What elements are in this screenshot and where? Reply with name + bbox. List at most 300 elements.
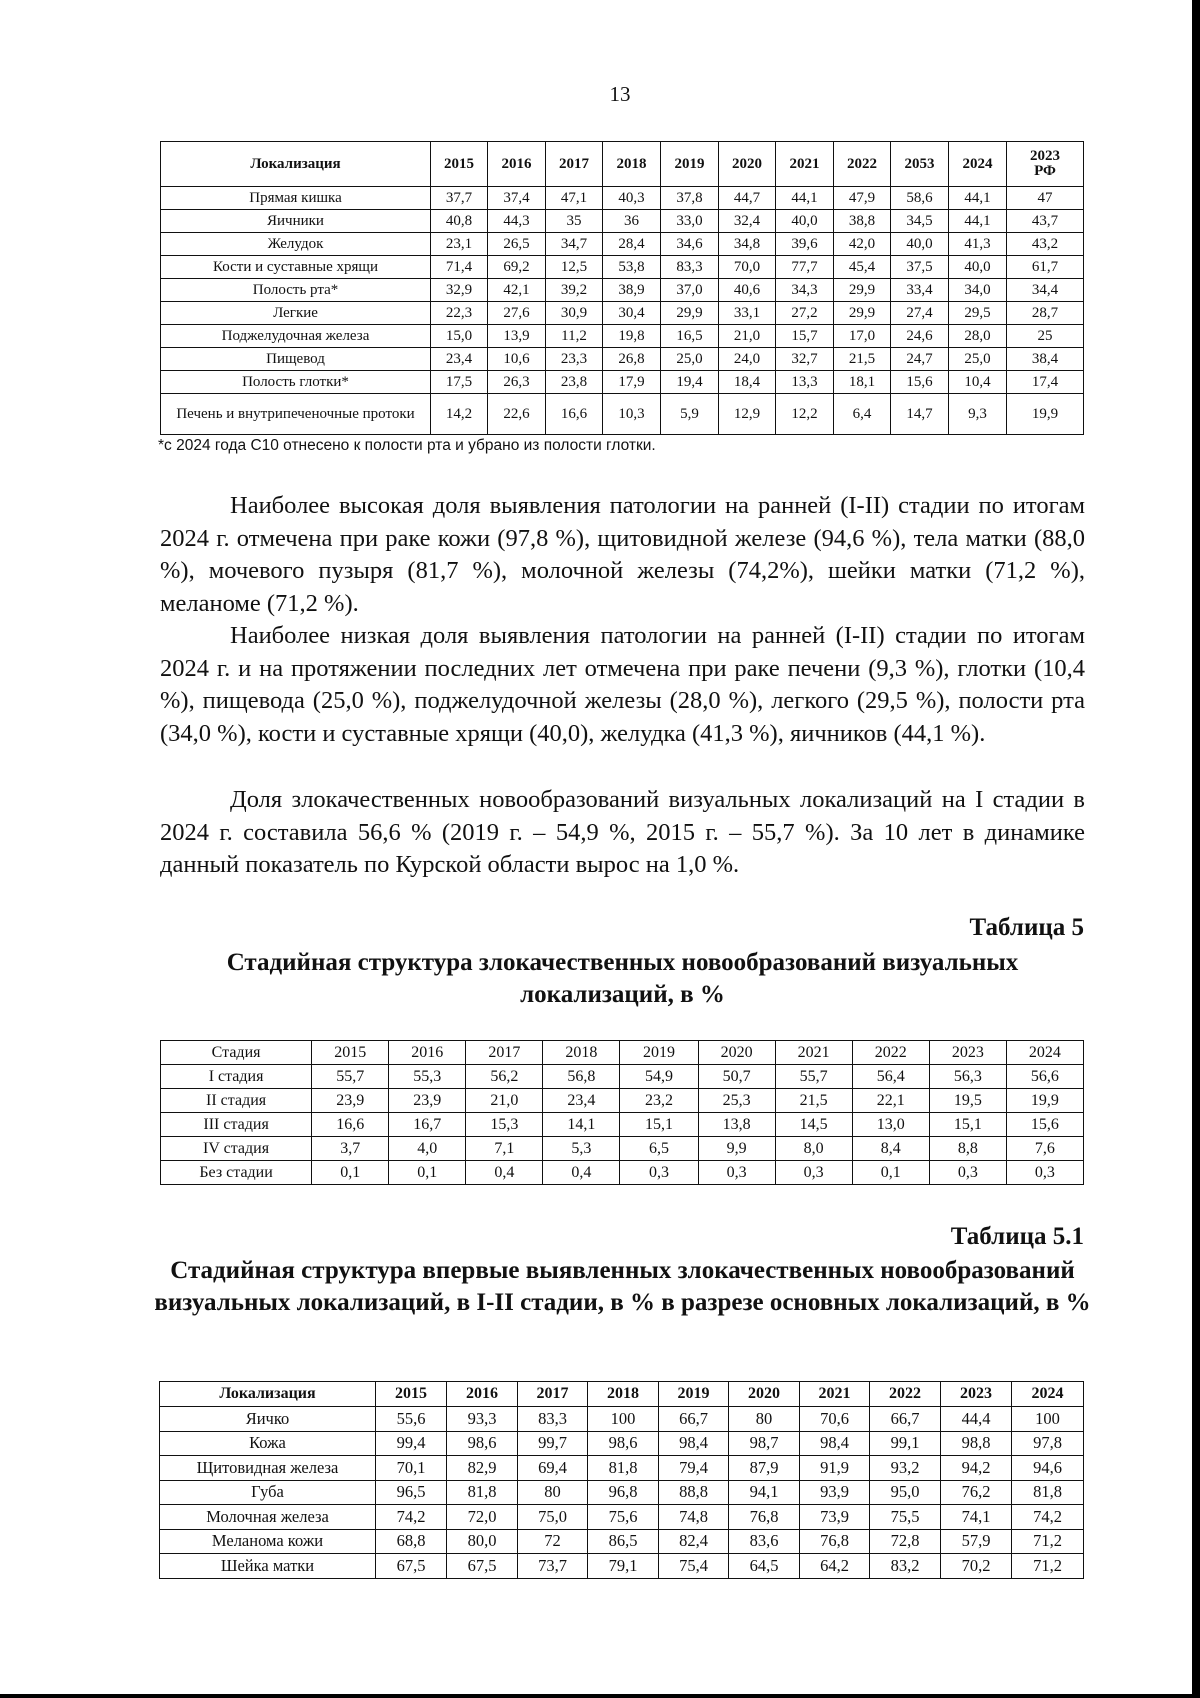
value-cell: 9,3 (949, 394, 1007, 435)
value-cell: 82,4 (659, 1529, 729, 1554)
value-cell: 47,1 (546, 187, 603, 210)
header-cell-year: 2017 (546, 142, 603, 187)
header-cell-year: 2019 (620, 1041, 698, 1065)
value-cell: 55,7 (312, 1065, 389, 1089)
row-label-cell: Молочная железа (160, 1505, 376, 1530)
value-cell: 40,6 (719, 279, 776, 302)
header-cell-year: 2022 (852, 1041, 929, 1065)
value-cell: 40,0 (949, 256, 1007, 279)
table-label: Таблица 5 (969, 914, 1084, 941)
value-cell: 57,9 (941, 1529, 1012, 1554)
value-cell: 23,9 (389, 1089, 466, 1113)
value-cell: 53,8 (603, 256, 661, 279)
row-label-cell: I стадия (161, 1065, 312, 1089)
value-cell: 15,3 (466, 1113, 543, 1137)
value-cell: 38,9 (603, 279, 661, 302)
value-cell: 14,1 (543, 1113, 620, 1137)
value-cell: 32,4 (719, 210, 776, 233)
value-cell: 8,0 (775, 1137, 852, 1161)
value-cell: 34,0 (949, 279, 1007, 302)
value-cell: 19,4 (661, 371, 719, 394)
row-label-cell: Кожа (160, 1431, 376, 1456)
value-cell: 34,6 (661, 233, 719, 256)
value-cell: 55,7 (775, 1065, 852, 1089)
table-header-row (161, 1041, 1084, 1065)
value-cell: 21,0 (466, 1089, 543, 1113)
value-cell: 24,7 (891, 348, 949, 371)
value-cell: 81,8 (447, 1480, 518, 1505)
value-cell: 22,6 (488, 394, 546, 435)
value-cell: 25,0 (661, 348, 719, 371)
header-cell-year: 2015 (312, 1041, 389, 1065)
value-cell: 83,6 (729, 1529, 800, 1554)
value-cell: 3,7 (312, 1137, 389, 1161)
value-cell: 69,4 (518, 1456, 588, 1481)
value-cell: 44,4 (941, 1407, 1012, 1432)
value-cell: 32,9 (431, 279, 488, 302)
header-cell-year: 2020 (698, 1041, 775, 1065)
value-cell: 45,4 (834, 256, 891, 279)
value-cell: 47,9 (834, 187, 891, 210)
value-cell: 23,2 (620, 1089, 698, 1113)
value-cell: 82,9 (447, 1456, 518, 1481)
value-cell: 74,1 (941, 1505, 1012, 1530)
row-label-cell: Полость глотки* (161, 371, 431, 394)
value-cell: 25,0 (949, 348, 1007, 371)
value-cell: 40,0 (776, 210, 834, 233)
value-cell: 56,8 (543, 1065, 620, 1089)
value-cell: 8,4 (852, 1137, 929, 1161)
value-cell: 33,1 (719, 302, 776, 325)
value-cell: 76,2 (941, 1480, 1012, 1505)
value-cell: 19,5 (929, 1089, 1006, 1113)
table-row (161, 1113, 1084, 1137)
value-cell: 26,3 (488, 371, 546, 394)
value-cell: 33,0 (661, 210, 719, 233)
value-cell: 74,8 (659, 1505, 729, 1530)
value-cell: 12,9 (719, 394, 776, 435)
row-label-cell: Шейка матки (160, 1554, 376, 1579)
value-cell: 0,3 (929, 1161, 1006, 1185)
row-label-cell: Яичко (160, 1407, 376, 1432)
value-cell: 56,6 (1006, 1065, 1083, 1089)
value-cell: 34,7 (546, 233, 603, 256)
value-cell: 75,5 (870, 1505, 941, 1530)
value-cell: 40,3 (603, 187, 661, 210)
value-cell: 37,5 (891, 256, 949, 279)
value-cell: 21,5 (834, 348, 891, 371)
value-cell: 0,1 (852, 1161, 929, 1185)
value-cell: 70,2 (941, 1554, 1012, 1579)
header-cell-year: 2022 (870, 1382, 941, 1407)
value-cell: 7,6 (1006, 1137, 1083, 1161)
row-label-cell: Яичники (161, 210, 431, 233)
value-cell: 27,4 (891, 302, 949, 325)
value-cell: 61,7 (1007, 256, 1084, 279)
row-label-cell: Губа (160, 1480, 376, 1505)
value-cell: 10,6 (488, 348, 546, 371)
value-cell: 33,4 (891, 279, 949, 302)
value-cell: 0,3 (698, 1161, 775, 1185)
value-cell: 98,8 (941, 1431, 1012, 1456)
value-cell: 10,4 (949, 371, 1007, 394)
value-cell: 22,3 (431, 302, 488, 325)
header-cell-year: 2023 (929, 1041, 1006, 1065)
table-row (161, 371, 1084, 394)
value-cell: 23,4 (543, 1089, 620, 1113)
value-cell: 17,0 (834, 325, 891, 348)
table-row (161, 348, 1084, 371)
table-row (160, 1554, 1084, 1579)
value-cell: 18,1 (834, 371, 891, 394)
table-header-row (161, 142, 1084, 187)
header-cell-year: 2023 (941, 1382, 1012, 1407)
value-cell: 34,8 (719, 233, 776, 256)
value-cell: 15,6 (1006, 1113, 1083, 1137)
row-label-cell: Легкие (161, 302, 431, 325)
row-label-cell: IV стадия (161, 1137, 312, 1161)
paragraph: Наиболее низкая доля выявления патологии на ранней (I-II) стадии по итогам 2024 г. и на протяжении последних лет отмечена при раке печени (9,3 %), глотки (10,4 %), пищевода (25,0 %), поджелудочной железы (28,0 %), легкого (29,5 %), полости рта (34,0 %), кости и суставные хрящи (40,0), желудка (41,3 %), яичников (44,1 %). (160, 622, 1085, 747)
value-cell: 55,6 (376, 1407, 447, 1432)
value-cell: 44,1 (776, 187, 834, 210)
value-cell: 29,9 (834, 279, 891, 302)
value-cell: 71,2 (1012, 1529, 1084, 1554)
early-stage-table (159, 1381, 1084, 1579)
value-cell: 16,7 (389, 1113, 466, 1137)
value-cell: 12,5 (546, 256, 603, 279)
value-cell: 70,1 (376, 1456, 447, 1481)
table-row (161, 1089, 1084, 1113)
value-cell: 27,6 (488, 302, 546, 325)
value-cell: 40,8 (431, 210, 488, 233)
header-cell-year: 2024 (1006, 1041, 1083, 1065)
value-cell: 36 (603, 210, 661, 233)
header-cell-label: Стадия (161, 1041, 312, 1065)
value-cell: 4,0 (389, 1137, 466, 1161)
value-cell: 81,8 (1012, 1480, 1084, 1505)
value-cell: 100 (1012, 1407, 1084, 1432)
value-cell: 26,8 (603, 348, 661, 371)
value-cell: 75,6 (588, 1505, 659, 1530)
header-cell-year: 2018 (588, 1382, 659, 1407)
value-cell: 17,9 (603, 371, 661, 394)
value-cell: 39,6 (776, 233, 834, 256)
value-cell: 13,0 (852, 1113, 929, 1137)
value-cell: 37,0 (661, 279, 719, 302)
value-cell: 29,9 (661, 302, 719, 325)
header-cell-year: 2017 (518, 1382, 588, 1407)
row-label-cell: Прямая кишка (161, 187, 431, 210)
row-label-cell: Полость рта* (161, 279, 431, 302)
value-cell: 98,6 (588, 1431, 659, 1456)
value-cell: 25,3 (698, 1089, 775, 1113)
value-cell: 14,7 (891, 394, 949, 435)
value-cell: 23,4 (431, 348, 488, 371)
value-cell: 75,4 (659, 1554, 729, 1579)
value-cell: 21,0 (719, 325, 776, 348)
header-cell-year: 2024 (1012, 1382, 1084, 1407)
value-cell: 94,2 (941, 1456, 1012, 1481)
page-edge-bottom (0, 1694, 1200, 1698)
value-cell: 98,4 (659, 1431, 729, 1456)
table-row (160, 1480, 1084, 1505)
value-cell: 35 (546, 210, 603, 233)
value-cell: 17,5 (431, 371, 488, 394)
table-footnote: *с 2024 года С10 отнесено к полости рта и убрано из полости глотки. (158, 437, 656, 454)
header-cell-year: 2019 (661, 142, 719, 187)
value-cell: 15,6 (891, 371, 949, 394)
stage-structure-table (160, 1040, 1084, 1185)
header-cell-year: 2016 (488, 142, 546, 187)
row-label-cell: III стадия (161, 1113, 312, 1137)
value-cell: 86,5 (588, 1529, 659, 1554)
value-cell: 74,2 (1012, 1505, 1084, 1530)
value-cell: 23,1 (431, 233, 488, 256)
value-cell: 76,8 (729, 1505, 800, 1530)
row-label-cell: Поджелудочная железа (161, 325, 431, 348)
value-cell: 17,4 (1007, 371, 1084, 394)
header-cell-year: 2016 (447, 1382, 518, 1407)
value-cell: 23,8 (546, 371, 603, 394)
value-cell: 64,2 (800, 1554, 870, 1579)
value-cell: 5,9 (661, 394, 719, 435)
row-label-cell: Меланома кожи (160, 1529, 376, 1554)
header-cell-year: 2016 (389, 1041, 466, 1065)
header-cell-year: 2015 (431, 142, 488, 187)
table-row (161, 394, 1084, 435)
value-cell: 68,8 (376, 1529, 447, 1554)
value-cell: 70,0 (719, 256, 776, 279)
value-cell: 58,6 (891, 187, 949, 210)
value-cell: 19,9 (1006, 1089, 1083, 1113)
value-cell: 98,4 (800, 1431, 870, 1456)
value-cell: 79,4 (659, 1456, 729, 1481)
value-cell: 24,6 (891, 325, 949, 348)
value-cell: 14,2 (431, 394, 488, 435)
value-cell: 16,5 (661, 325, 719, 348)
table-row (160, 1505, 1084, 1530)
header-cell-year: 2020 (729, 1382, 800, 1407)
value-cell: 37,8 (661, 187, 719, 210)
value-cell: 94,1 (729, 1480, 800, 1505)
value-cell: 43,2 (1007, 233, 1084, 256)
row-label-cell: Печень и внутрипеченочные протоки (161, 394, 431, 435)
table-row (161, 256, 1084, 279)
value-cell: 13,9 (488, 325, 546, 348)
localization-table (160, 141, 1084, 435)
value-cell: 93,3 (447, 1407, 518, 1432)
value-cell: 19,8 (603, 325, 661, 348)
value-cell: 0,3 (1006, 1161, 1083, 1185)
page-edge (1192, 0, 1200, 1698)
value-cell: 95,0 (870, 1480, 941, 1505)
value-cell: 29,9 (834, 302, 891, 325)
value-cell: 21,5 (775, 1089, 852, 1113)
value-cell: 99,4 (376, 1431, 447, 1456)
table-row (161, 1137, 1084, 1161)
value-cell: 64,5 (729, 1554, 800, 1579)
value-cell: 80 (729, 1407, 800, 1432)
value-cell: 15,1 (620, 1113, 698, 1137)
value-cell: 30,9 (546, 302, 603, 325)
table-row (160, 1456, 1084, 1481)
value-cell: 0,4 (466, 1161, 543, 1185)
value-cell: 94,6 (1012, 1456, 1084, 1481)
row-label-cell: II стадия (161, 1089, 312, 1113)
value-cell: 22,1 (852, 1089, 929, 1113)
value-cell: 99,7 (518, 1431, 588, 1456)
value-cell: 28,0 (949, 325, 1007, 348)
value-cell: 56,2 (466, 1065, 543, 1089)
value-cell: 12,2 (776, 394, 834, 435)
value-cell: 14,5 (775, 1113, 852, 1137)
value-cell: 26,5 (488, 233, 546, 256)
value-cell: 41,3 (949, 233, 1007, 256)
value-cell: 0,3 (620, 1161, 698, 1185)
value-cell: 5,3 (543, 1137, 620, 1161)
table-label: Таблица 5.1 (950, 1223, 1084, 1250)
value-cell: 83,3 (518, 1407, 588, 1432)
table-header-row (160, 1382, 1084, 1407)
value-cell: 40,0 (891, 233, 949, 256)
value-cell: 76,8 (800, 1529, 870, 1554)
value-cell: 75,0 (518, 1505, 588, 1530)
value-cell: 43,7 (1007, 210, 1084, 233)
header-cell-label: Локализация (160, 1382, 376, 1407)
value-cell: 42,0 (834, 233, 891, 256)
page-number: 13 (609, 82, 631, 106)
header-cell-year: 2053 (891, 142, 949, 187)
value-cell: 18,4 (719, 371, 776, 394)
value-cell: 42,1 (488, 279, 546, 302)
value-cell: 71,4 (431, 256, 488, 279)
value-cell: 98,6 (447, 1431, 518, 1456)
table-row (161, 1065, 1084, 1089)
value-cell: 0,1 (389, 1161, 466, 1185)
header-cell-year: 2020 (719, 142, 776, 187)
value-cell: 38,4 (1007, 348, 1084, 371)
header-cell-label: Локализация (161, 142, 431, 187)
value-cell: 97,8 (1012, 1431, 1084, 1456)
value-cell: 67,5 (447, 1554, 518, 1579)
table-row (161, 210, 1084, 233)
table-row (160, 1407, 1084, 1432)
value-cell: 93,2 (870, 1456, 941, 1481)
header-cell-year: 2018 (543, 1041, 620, 1065)
value-cell: 73,9 (800, 1505, 870, 1530)
value-cell: 8,8 (929, 1137, 1006, 1161)
value-cell: 16,6 (546, 394, 603, 435)
value-cell: 50,7 (698, 1065, 775, 1089)
value-cell: 44,7 (719, 187, 776, 210)
table-row (160, 1529, 1084, 1554)
value-cell: 79,1 (588, 1554, 659, 1579)
value-cell: 25 (1007, 325, 1084, 348)
value-cell: 93,9 (800, 1480, 870, 1505)
value-cell: 77,7 (776, 256, 834, 279)
value-cell: 0,4 (543, 1161, 620, 1185)
value-cell: 100 (588, 1407, 659, 1432)
value-cell: 69,2 (488, 256, 546, 279)
value-cell: 54,9 (620, 1065, 698, 1089)
value-cell: 24,0 (719, 348, 776, 371)
value-cell: 88,8 (659, 1480, 729, 1505)
value-cell: 44,1 (949, 210, 1007, 233)
value-cell: 37,4 (488, 187, 546, 210)
value-cell: 34,3 (776, 279, 834, 302)
value-cell: 66,7 (870, 1407, 941, 1432)
value-cell: 72 (518, 1529, 588, 1554)
header-cell-year: 2023 РФ (1007, 142, 1084, 187)
header-cell-year: 2022 (834, 142, 891, 187)
value-cell: 47 (1007, 187, 1084, 210)
value-cell: 0,1 (312, 1161, 389, 1185)
value-cell: 27,2 (776, 302, 834, 325)
value-cell: 39,2 (546, 279, 603, 302)
value-cell: 28,4 (603, 233, 661, 256)
value-cell: 72,8 (870, 1529, 941, 1554)
value-cell: 70,6 (800, 1407, 870, 1432)
value-cell: 96,5 (376, 1480, 447, 1505)
value-cell: 56,3 (929, 1065, 1006, 1089)
table-row (161, 279, 1084, 302)
value-cell: 83,2 (870, 1554, 941, 1579)
value-cell: 6,5 (620, 1137, 698, 1161)
value-cell: 56,4 (852, 1065, 929, 1089)
value-cell: 80,0 (447, 1529, 518, 1554)
table-row (161, 187, 1084, 210)
value-cell: 55,3 (389, 1065, 466, 1089)
value-cell: 23,9 (312, 1089, 389, 1113)
value-cell: 13,8 (698, 1113, 775, 1137)
value-cell: 15,0 (431, 325, 488, 348)
value-cell: 15,7 (776, 325, 834, 348)
table-row (161, 1161, 1084, 1185)
value-cell: 34,4 (1007, 279, 1084, 302)
value-cell: 72,0 (447, 1505, 518, 1530)
header-cell-year: 2024 (949, 142, 1007, 187)
row-label-cell: Без стадии (161, 1161, 312, 1185)
value-cell: 32,7 (776, 348, 834, 371)
value-cell: 87,9 (729, 1456, 800, 1481)
value-cell: 37,7 (431, 187, 488, 210)
row-label-cell: Пищевод (161, 348, 431, 371)
value-cell: 81,8 (588, 1456, 659, 1481)
value-cell: 38,8 (834, 210, 891, 233)
table-title: Стадийная структура злокачественных новообразований визуальных локализаций, в % (226, 949, 1019, 1008)
value-cell: 71,2 (1012, 1554, 1084, 1579)
row-label-cell: Кости и суставные хрящи (161, 256, 431, 279)
table-row (161, 302, 1084, 325)
value-cell: 7,1 (466, 1137, 543, 1161)
value-cell: 44,1 (949, 187, 1007, 210)
value-cell: 30,4 (603, 302, 661, 325)
table-row (161, 325, 1084, 348)
value-cell: 34,5 (891, 210, 949, 233)
value-cell: 74,2 (376, 1505, 447, 1530)
header-cell-year: 2021 (775, 1041, 852, 1065)
value-cell: 80 (518, 1480, 588, 1505)
value-cell: 29,5 (949, 302, 1007, 325)
value-cell: 11,2 (546, 325, 603, 348)
table-row (160, 1431, 1084, 1456)
header-cell-year: 2017 (466, 1041, 543, 1065)
header-cell-year: 2015 (376, 1382, 447, 1407)
value-cell: 23,3 (546, 348, 603, 371)
header-cell-year: 2021 (776, 142, 834, 187)
value-cell: 44,3 (488, 210, 546, 233)
table-row (161, 233, 1084, 256)
